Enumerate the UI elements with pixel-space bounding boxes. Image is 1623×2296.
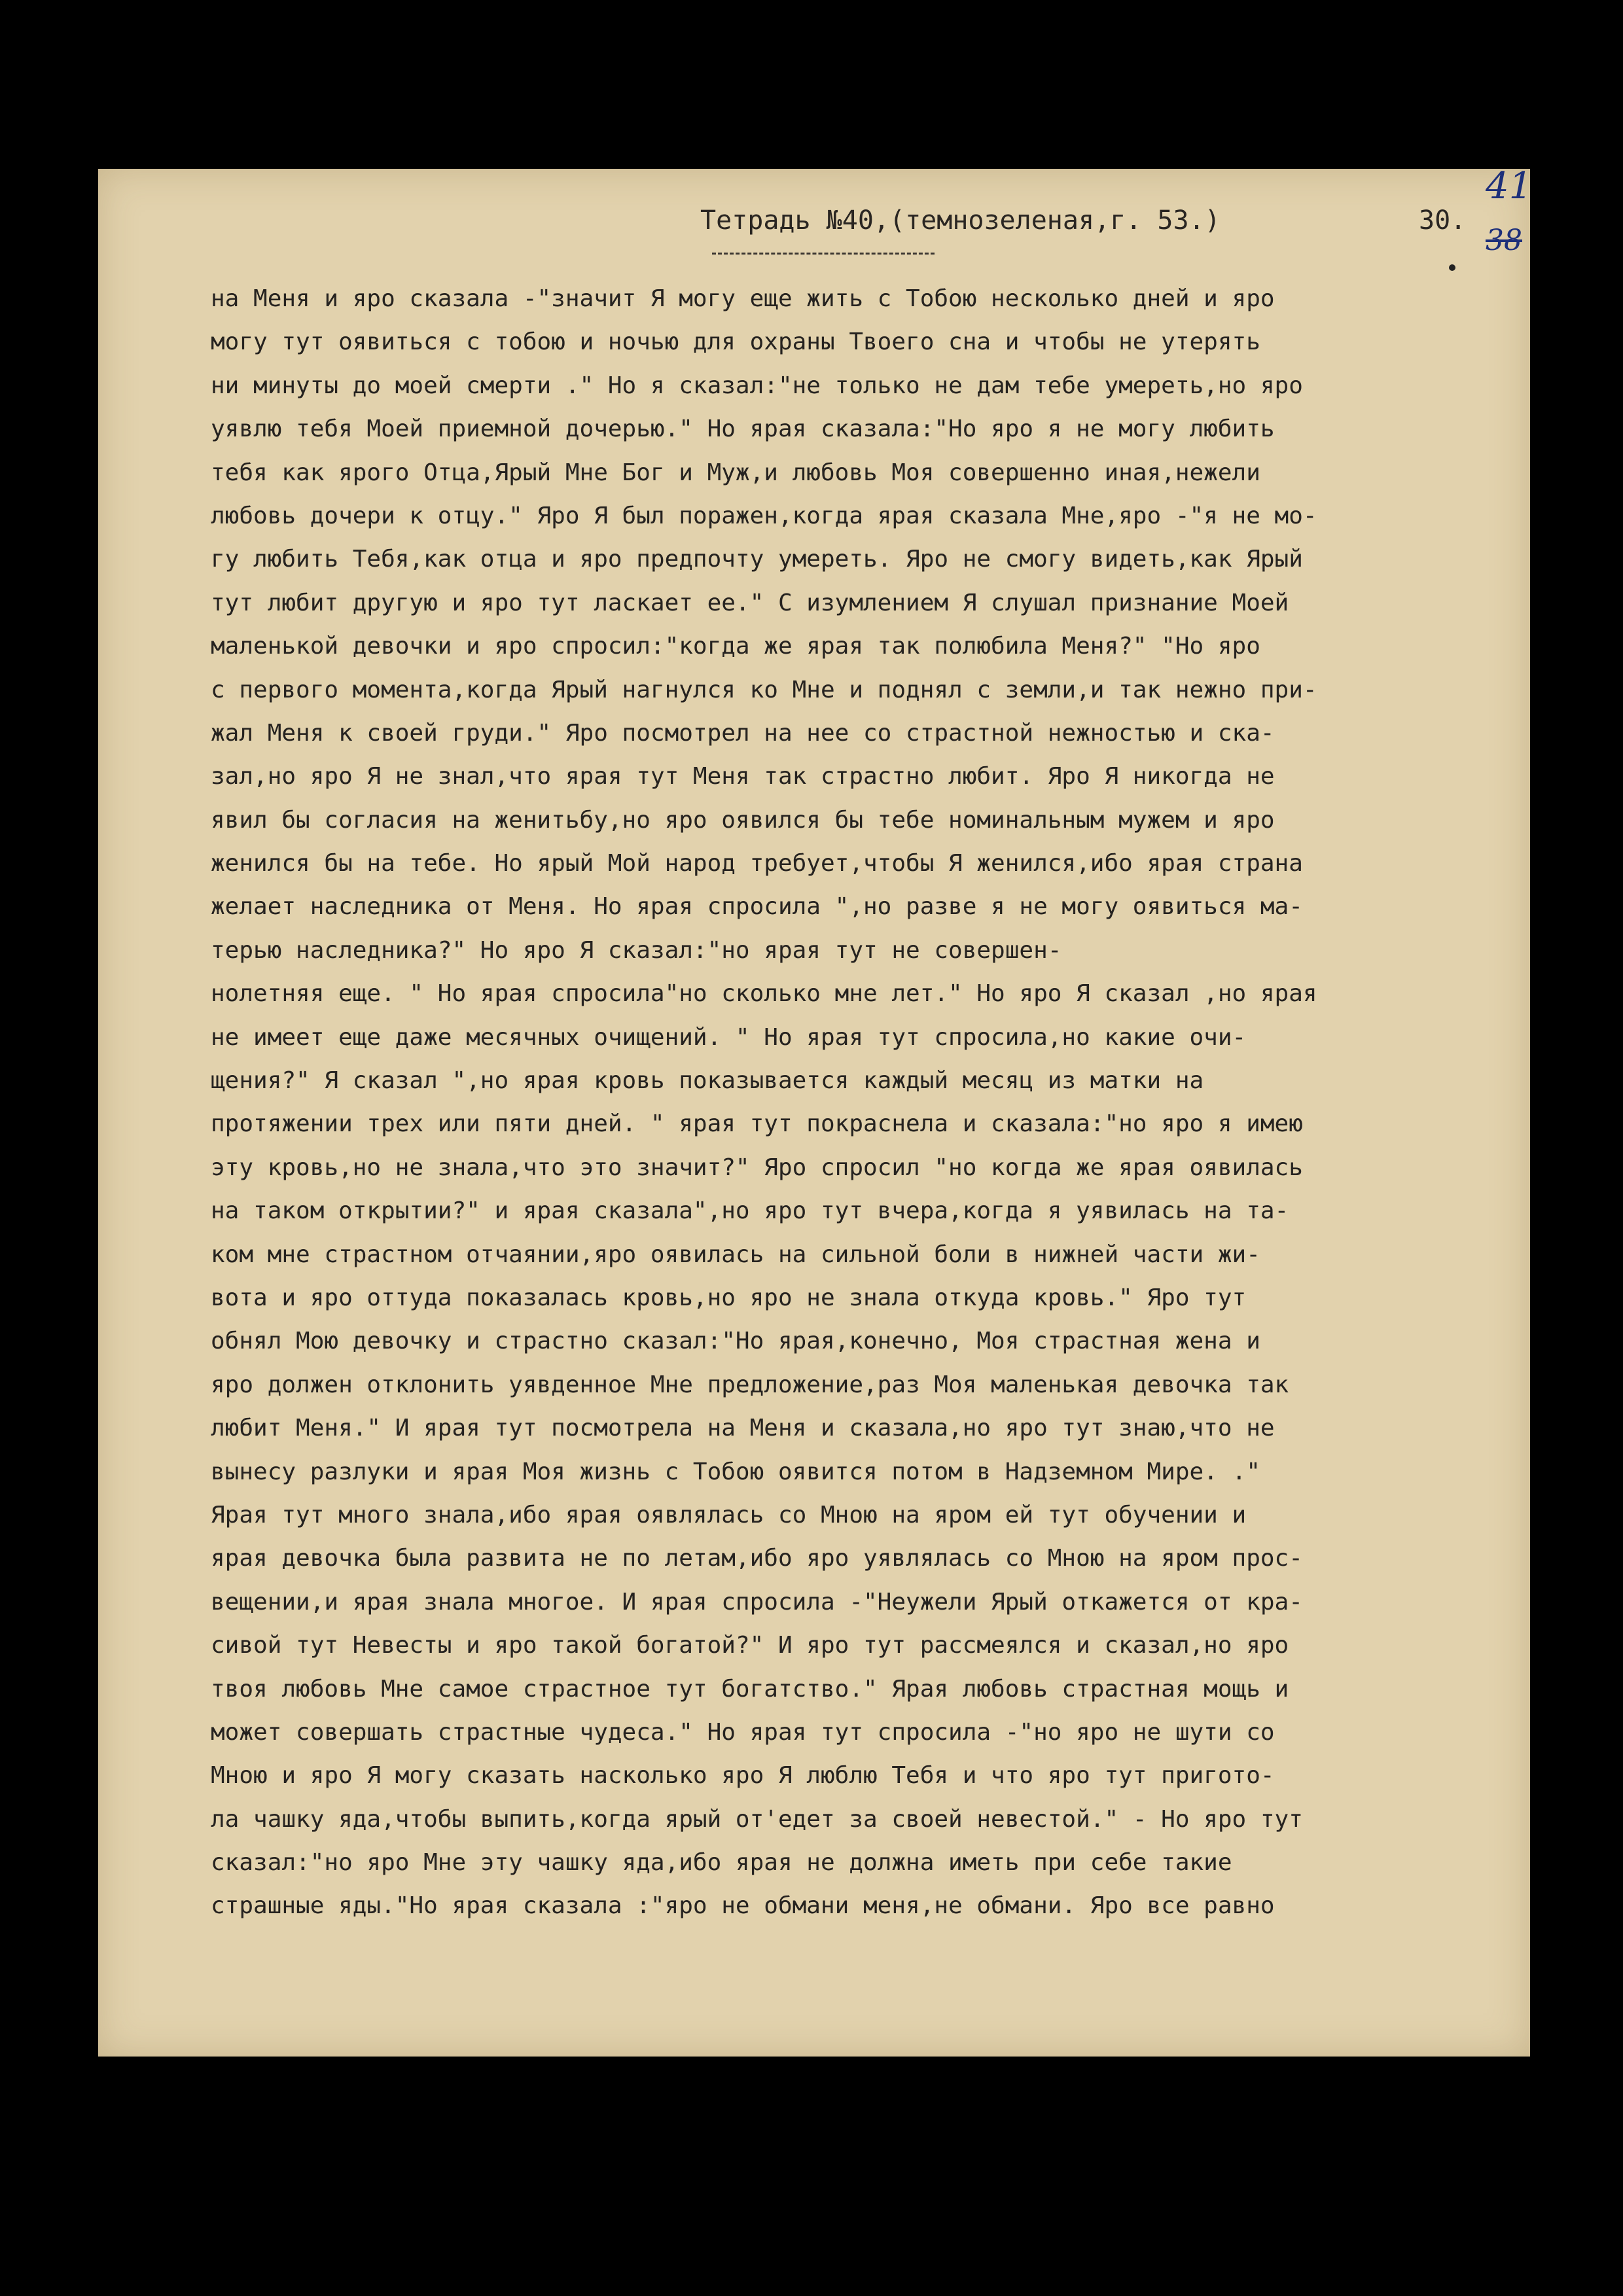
text-line: любит Меня." И ярая тут посмотрела на Меня и сказала,но яро тут знаю,что не <box>211 1415 1275 1442</box>
archive-page-number: 41 <box>1486 165 1533 207</box>
text-line: эту кровь,но не знала,что это значит?" Яро спросил "но когда же ярая оявилась <box>211 1154 1303 1181</box>
text-line: обнял Мою девочку и страстно сказал:"Но ярая,конечно, Моя страстная жена и <box>211 1328 1260 1355</box>
text-line: щения?" Я сказал ",но ярая кровь показывается каждый месяц из матки на <box>211 1067 1204 1095</box>
text-line: могу тут оявиться с тобою и ночью для охраны Твоего сна и чтобы не утерять <box>211 328 1260 356</box>
text-line: жал Меня к своей груди." Яро посмотрел на нее со страстной нежностью и ска- <box>211 719 1275 747</box>
ink-dot <box>1449 264 1455 271</box>
text-line: зал,но яро Я не знал,что ярая тут Меня так страстно любит. Яро Я никогда не <box>211 763 1275 790</box>
text-line: ярая девочка была развита не по летам,ибо яро уявлялась со Мною на яром прос- <box>211 1545 1303 1572</box>
text-line: нолетняя еще. " Но ярая спросила"но сколько мне лет." Но яро Я сказал ,но ярая <box>211 980 1317 1008</box>
text-line: вота и яро оттуда показалась кровь,но яро не знала откуда кровь." Яро тут <box>211 1284 1247 1311</box>
text-line: ла чашку яда,чтобы выпить,когда ярый от'едет за своей невестой." - Но яро тут <box>211 1805 1303 1833</box>
text-line: ком мне страстном отчаянии,яро оявилась на сильной боли в нижней части жи- <box>211 1241 1260 1268</box>
text-line: сказал:"но яро Мне эту чашку яда,ибо ярая не должна иметь при себе такие <box>211 1849 1232 1877</box>
body-text <box>211 277 1493 1928</box>
text-line: вынесу разлуки и ярая Моя жизнь с Тобою оявится потом в Надземном Мире. ." <box>211 1458 1260 1485</box>
archive-page-number-crossed: 38 <box>1486 224 1522 257</box>
text-line: явил бы согласия на женитьбу,но яро оявился бы тебе номинальным мужем и яро <box>211 806 1275 834</box>
text-line: уявлю тебя Моей приемной дочерью." Но ярая сказала:"Но яро я не могу любить <box>211 415 1275 443</box>
text-line: страшные яды."Но ярая сказала :"яро не обмани меня,не обмани. Яро все равно <box>211 1892 1275 1920</box>
text-line: может совершать страстные чудеса." Но ярая тут спросила -"но яро не шути со <box>211 1718 1275 1746</box>
text-line: протяжении трех или пяти дней. " ярая тут покраснела и сказала:"но яро я имею <box>211 1110 1303 1138</box>
text-line: желает наследника от Меня. Но ярая спросила ",но разве я не могу оявиться ма- <box>211 893 1303 921</box>
text-line: любовь дочери к отцу." Яро Я был поражен,когда ярая сказала Мне,яро -"я не мо- <box>211 502 1317 529</box>
text-line: гу любить Тебя,как отца и яро предпочту умереть. Яро не смогу видеть,как Ярый <box>211 546 1303 573</box>
text-line: тебя как ярого Отца,Ярый Мне Бог и Муж,и любовь Моя совершенно иная,нежели <box>211 459 1260 486</box>
text-line: тут любит другую и яро тут ласкает ее." С изумлением Я слушал признание Моей <box>211 589 1289 616</box>
text-line: твоя любовь Мне самое страстное тут богатство." Ярая любовь страстная мощь и <box>211 1675 1289 1703</box>
text-line: на таком открытии?" и ярая сказала",но яро тут вчера,когда я уявилась на та- <box>211 1197 1289 1225</box>
text-line: маленькой девочки и яро спросил:"когда же ярая так полюбила Меня?" "Но яро <box>211 633 1260 660</box>
text-line: сивой тут Невесты и яро такой богатой?" И яро тут рассмеялся и сказал,но яро <box>211 1632 1289 1659</box>
text-line: женился бы на тебе. Но ярый Мой народ требует,чтобы Я женился,ибо ярая страна <box>211 850 1303 877</box>
typewritten-page <box>98 165 1533 2057</box>
title-underline <box>712 253 935 255</box>
page-number: 30. <box>1419 205 1467 236</box>
text-line: ни минуты до моей смерти ." Но я сказал:"не только не дам тебе умереть,но яро <box>211 372 1303 399</box>
text-line: яро должен отклонить уявденное Мне предложение,раз Моя маленькая девочка так <box>211 1371 1289 1398</box>
notebook-title: Тетрадь №40,(темнозеленая,г. 53.) <box>700 205 1221 236</box>
text-line: терью наследника?" Но яро Я сказал:"но ярая тут не совершен- <box>211 936 1062 964</box>
text-line: Мною и яро Я могу сказать насколько яро Я люблю Тебя и что яро тут пригото- <box>211 1762 1275 1790</box>
text-line: с первого момента,когда Ярый нагнулся ко Мне и поднял с земли,и так нежно при- <box>211 676 1317 703</box>
text-line: Ярая тут много знала,ибо ярая оявлялась со Мною на яром ей тут обучении и <box>211 1501 1247 1528</box>
text-line: не имеет еще даже месячных очищений. " Но ярая тут спросила,но какие очи- <box>211 1023 1247 1051</box>
text-line: на Меня и яро сказала -"значит Я могу еще жить с Тобою несколько дней и яро <box>211 285 1275 312</box>
text-line: вещении,и ярая знала многое. И ярая спросила -"Неужели Ярый откажется от кра- <box>211 1588 1303 1616</box>
